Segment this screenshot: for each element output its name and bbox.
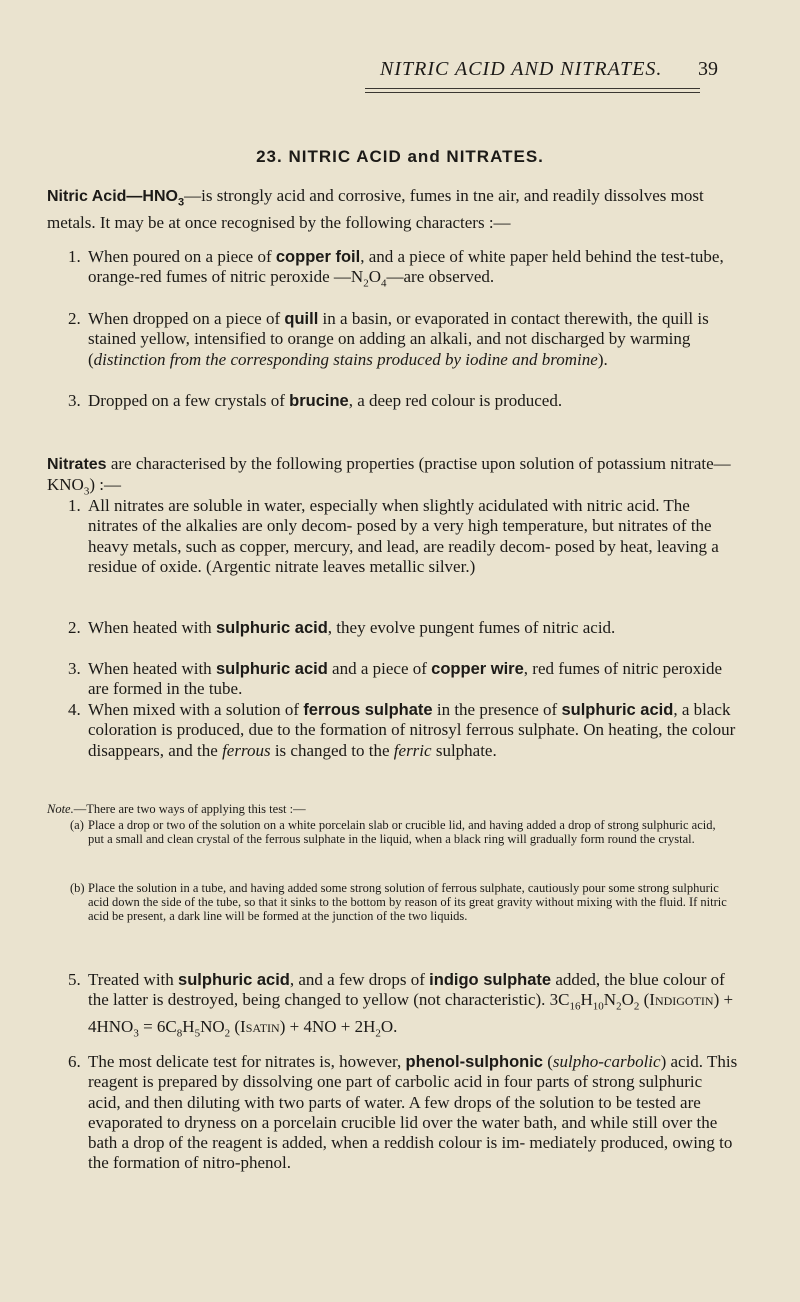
item-text: , a deep red colour is produced. xyxy=(348,391,563,410)
item-number: 3. xyxy=(68,391,81,410)
subscript: 10 xyxy=(592,1000,604,1013)
reagent-term: copper wire xyxy=(431,660,524,678)
subscript: 5 xyxy=(194,1027,201,1040)
item-text: When heated with xyxy=(88,659,216,678)
formula-text: N xyxy=(603,990,617,1010)
note-item xyxy=(70,881,728,924)
reagent-term: ferrous sulphate xyxy=(303,701,433,719)
formula-text: H xyxy=(580,990,593,1010)
item-number: 3. xyxy=(68,659,81,678)
list-item xyxy=(68,309,738,370)
item-text: When poured on a piece of xyxy=(88,247,276,266)
reagent-term: sulphuric acid xyxy=(215,660,328,678)
formula-text: ) + 4NO + 2H xyxy=(279,1016,376,1036)
item-text: Dropped on a few crystals of xyxy=(88,391,290,410)
list-item xyxy=(68,659,738,700)
formula-text: NO xyxy=(200,1016,225,1036)
item-text: is changed to the xyxy=(270,740,394,760)
subscript: 3 xyxy=(83,485,90,498)
reagent-term: sulphuric acid xyxy=(178,971,290,989)
reagent-term: quill xyxy=(284,310,319,328)
list-item xyxy=(68,618,738,638)
item-text: All nitrates are soluble in water, especially when slightly acidulated with nitric acid. The nitrates of the alkalies are only decom- posed by a very high temperature, but nitrates of the heavy metals, such as copper, mercury, and lead, are readily decom- posed by heat, leaving a residue of oxide. (Argentic nitrate leaves metallic silver.) xyxy=(88,496,719,576)
note-intro-text: —There are two ways of applying this test :— xyxy=(73,802,306,816)
item-text: , red fumes of nitric peroxide are formed in the tube. xyxy=(88,659,723,699)
nitrates-term: Nitrates xyxy=(47,456,107,473)
list-item xyxy=(68,247,738,294)
header-rule-top xyxy=(365,88,700,89)
nitrates-intro-text: are characterised by the following properties (practise upon solution of potassium nitrate—KNO xyxy=(47,454,731,495)
section-title: 23. NITRIC ACID and NITRATES. xyxy=(256,147,544,166)
italic-text: sulpho-carbolic xyxy=(552,1052,661,1071)
item-text: , they evolve pungent fumes of nitric acid. xyxy=(327,618,616,637)
item-number: 4. xyxy=(68,700,81,719)
item-text: in the presence of xyxy=(432,700,562,719)
item-text: ) acid. This reagent is prepared by dissolving one part of carbolic acid in four parts of strong sulphuric acid, and then diluting with two parts of water. A few drops of the solution to be tested are evaporated to dryness on a porcelain crucible lid over the water bath, and while still over the bath a drop of the reagent is added, when a reddish colour is im- mediately produced, owing to the formation of nitro-phenol. xyxy=(88,1052,738,1173)
list-item xyxy=(68,391,738,411)
compound-name: Isatin xyxy=(240,1016,280,1036)
reagent-term: sulphuric acid xyxy=(561,701,674,719)
item-number: 2. xyxy=(68,309,81,328)
nitric-acid-intro xyxy=(47,186,747,233)
subscript: 8 xyxy=(176,1027,183,1040)
reagent-term: indigo sulphate xyxy=(429,971,552,989)
item-text: O xyxy=(368,267,381,287)
formula-text: O xyxy=(621,990,634,1010)
nitric-acid-term: Nitric Acid—HNO xyxy=(47,188,178,205)
italic-text: ferric xyxy=(393,740,432,760)
nitric-acid-term-subscript: 3 xyxy=(177,196,185,209)
item-text: When mixed with a solution of xyxy=(88,700,304,719)
item-text: When heated with xyxy=(88,618,216,637)
subscript: 4 xyxy=(381,277,387,290)
note-item xyxy=(70,818,728,847)
compound-name: Indigotin xyxy=(649,990,714,1010)
item-text: added, the blue colour of the latter is destroyed, being changed to yellow (not characteristic). 3C xyxy=(88,970,725,1010)
italic-text: distinction from the corresponding stains produced by iodine and bromine xyxy=(93,349,598,369)
note-label: Note. xyxy=(47,802,74,816)
subscript: 2 xyxy=(616,1000,622,1013)
subscript: 2 xyxy=(363,277,369,290)
subscript: 2 xyxy=(224,1027,231,1040)
item-text: Treated with xyxy=(88,970,179,989)
note-item-text: Place a drop or two of the solution on a white porcelain slab or crucible lid, and having added a drop of strong sulphuric acid, put a small and clean crystal of the ferrous sulphate in the liquid, when a black ring will gradually form round the crystal. xyxy=(88,818,716,847)
item-text: , and a piece of white paper held behind the test-tube, orange-red fumes of nitric peroxide —N xyxy=(88,247,724,287)
italic-text: ferrous xyxy=(222,740,271,760)
item-text: in a basin, or evaporated in contact therewith, the quill is stained yellow, intensified to orange on adding an alkali, and not discharged by warming ( xyxy=(88,309,709,369)
item-text: —are observed. xyxy=(386,267,495,287)
item-text: , a black coloration is produced, due to the formation of nitrosyl ferrous sulphate. On heating, the colour disappears, and the xyxy=(88,700,736,760)
item-text: When dropped on a piece of xyxy=(88,309,285,328)
item-number: 6. xyxy=(68,1052,81,1071)
item-text: ). xyxy=(597,349,608,369)
list-item xyxy=(68,700,738,761)
item-number: 2. xyxy=(68,618,81,637)
list-item xyxy=(68,1052,738,1174)
item-number: 1. xyxy=(68,496,81,515)
reagent-term: sulphuric acid xyxy=(215,619,328,637)
item-number: 5. xyxy=(68,970,81,989)
subscript: 2 xyxy=(633,1000,640,1013)
reagent-term: phenol-sulphonic xyxy=(405,1053,543,1071)
page-number: 39 xyxy=(698,58,718,80)
reagent-term: brucine xyxy=(289,392,349,410)
note-item-label: (a) xyxy=(70,818,84,832)
running-title: NITRIC ACID AND NITRATES. xyxy=(380,58,663,80)
nitrates-intro xyxy=(47,454,747,502)
subscript: 3 xyxy=(133,1027,139,1040)
formula-text: H xyxy=(182,1016,195,1036)
list-item xyxy=(68,496,738,577)
formula-text: O. xyxy=(380,1016,398,1036)
formula-text: = 6C xyxy=(138,1016,177,1036)
subscript: 2 xyxy=(375,1027,381,1040)
reagent-term: copper foil xyxy=(275,248,361,266)
note-item-text: Place the solution in a tube, and having added some strong solution of ferrous sulphate, cautiously pour some strong sulphuric acid down the side of the tube, so that it sinks to the bottom by reason of its great gravity without mixing with the fluid. If nitric acid be present, a dark line will be formed at the junction of the two liquids. xyxy=(88,881,727,924)
list-item xyxy=(68,970,738,1044)
note-item-label: (b) xyxy=(70,881,85,895)
formula-text: ) + 4HNO xyxy=(88,990,734,1036)
item-text: and a piece of xyxy=(327,659,432,678)
item-number: 1. xyxy=(68,247,81,266)
nitrates-intro-end: ) :— xyxy=(89,475,121,495)
item-text: sulphate. xyxy=(431,740,497,760)
item-text: , and a few drops of xyxy=(289,970,430,989)
header-rule-bottom xyxy=(365,92,700,93)
item-text: The most delicate test for nitrates is, however, xyxy=(88,1052,406,1071)
subscript: 16 xyxy=(569,1000,581,1013)
formula-text: ( xyxy=(230,1016,241,1036)
note-intro xyxy=(47,802,747,816)
item-text: ( xyxy=(543,1052,553,1071)
nitric-acid-intro-text: —is strongly acid and corrosive, fumes in tne air, and readily dissolves most metals. It may be at once recognised by the following characters :— xyxy=(47,186,704,232)
formula-text: ( xyxy=(639,990,650,1010)
